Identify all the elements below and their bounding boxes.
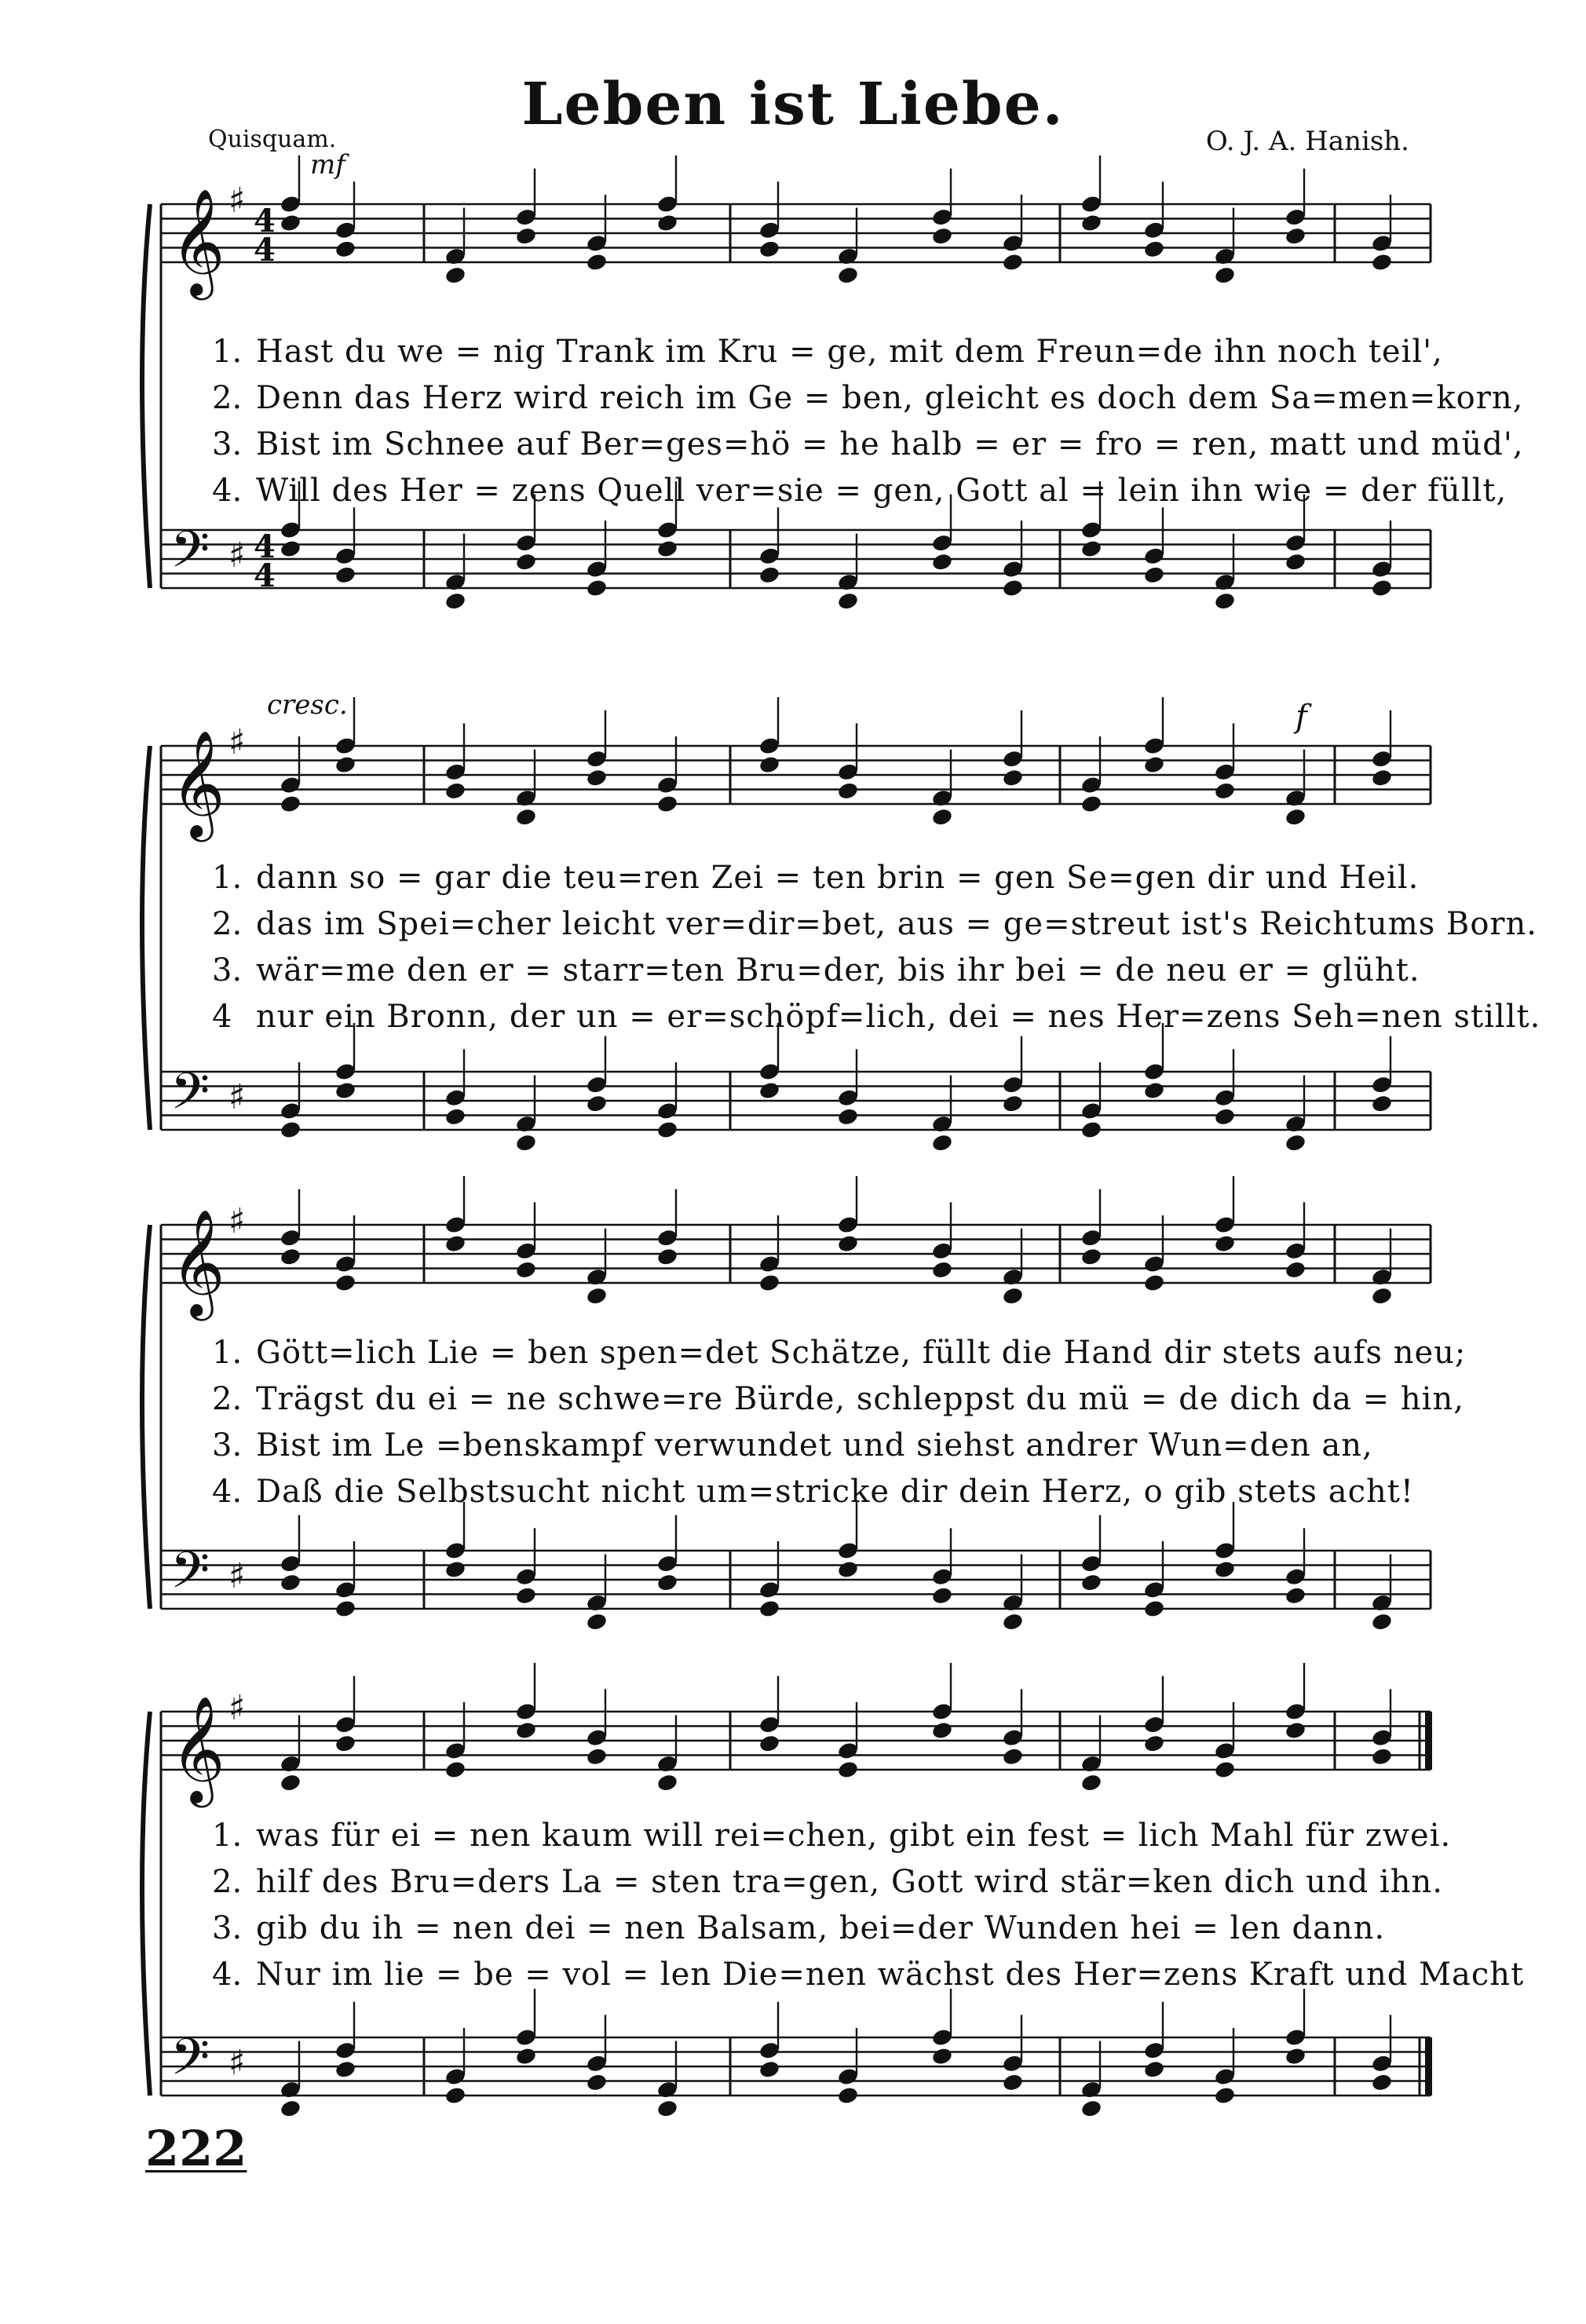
note-head [515,1720,538,1740]
lyric-text: Nur im lie = be = vol = len Die=nen wächst des Her=zens Kraft und Macht [256,1957,1525,1993]
lyric-text: Bist im Le =benskampf verwundet und siehst andrer Wun=den an, [256,1427,1373,1463]
tune-name: Quisquam. [208,126,337,153]
verse-number: 1. [212,860,243,896]
verse-number: 1. [212,1335,243,1371]
time-signature-numerator: 4 [254,203,276,239]
sharp-icon: ♯ [228,2043,246,2083]
treble-clef-icon: 𝄞 [170,729,225,837]
time-signature-numerator: 4 [254,528,276,565]
verse-number: 2. [212,1864,243,1900]
note-head [1285,1720,1307,1740]
note-head [1371,2073,1394,2092]
lyric-text: gib du ih = nen dei = nen Balsam, bei=der Wunden hei = len dann. [256,1910,1386,1946]
note-head [444,2085,467,2105]
note-head [758,1734,781,1753]
lyric-text: Will des Her = zens Quell ver=sie = gen, Gott al = lein ihn wie = der füllt, [256,473,1507,509]
author-credit: O. J. A. Hanish. [1205,126,1409,157]
sharp-icon: ♯ [228,1201,246,1241]
note-head [656,1773,679,1792]
final-barline-thick [1425,1712,1432,1770]
note-head [656,2099,679,2118]
lyric-text: hilf des Bru=ders La = sten tra=gen, Gott wird stär=ken dich und ihn. [256,1864,1443,1900]
note-head [1285,2046,1307,2066]
time-signature-denominator: 4 [254,557,276,594]
lyric-text: Bist im Schnee auf Ber=ges=hö = he halb = er = fro = ren, matt und müd', [256,426,1524,462]
verse-block-4 [212,1818,1525,2003]
note-head [931,2046,954,2066]
lyric-text: wär=me den er = starr=ten Bru=der, bis ihr bei = de neu er = glüht. [256,952,1420,988]
bass-clef-icon: 𝄢 [170,2028,210,2099]
dynamic-mf: mf [310,149,345,181]
lyric-text: Gött=lich Lie = ben spen=det Schätze, füllt die Hand dir stets aufs neu; [256,1335,1467,1371]
final-barline-thick [1425,2037,1432,2096]
verse-number: 3. [212,426,243,462]
lyric-text: Daß die Selbstsucht nicht um=stricke dir dein Herz, o gib stets acht! [256,1474,1414,1510]
lyric-text: was für ei = nen kaum will rei=chen, gibt ein fest = lich Mahl für zwei. [256,1818,1452,1854]
note-head [1214,1759,1237,1779]
lyric-text: Trägst du ei = ne schwe=re Bürde, schleppst du mü = de dich da = hin, [256,1381,1464,1417]
system-brace [142,1712,150,2096]
note-head [1080,2099,1103,2118]
note-head [1371,1747,1394,1767]
dynamic-cresc: cresc. [267,689,348,721]
lyric-text: dann so = gar die teu=ren Zei = ten brin = gen Se=gen dir und Heil. [256,860,1420,896]
verse-line [212,1818,1452,1864]
verse-number: 4. [212,473,243,509]
lyric-text: Hast du we = nig Trank im Kru = ge, mit dem Freun=de ihn noch teil', [256,334,1443,370]
verse-number: 4. [212,1474,243,1510]
verse-number: 4 [212,999,232,1035]
sharp-icon: ♯ [228,535,246,576]
verse-line [212,1864,1443,1910]
verse-number: 2. [212,380,243,416]
note-head [1143,1734,1166,1753]
note-head [758,2059,781,2079]
bass-clef-icon: 𝄢 [170,521,210,592]
verse-number: 3. [212,1910,243,1946]
note-head [444,1759,467,1779]
note-head [586,2073,608,2092]
note-head [334,2059,357,2079]
note-head [1002,2073,1025,2092]
verse-number: 1. [212,334,243,370]
note-head [280,2099,302,2118]
verse-line [212,1910,1437,1957]
bass-clef-icon: 𝄢 [170,1062,210,1134]
bass-clef-icon: 𝄢 [170,1541,210,1613]
verse-number: 2. [212,1381,243,1417]
lyric-text: nur ein Bronn, der un = er=schöpf=lich, dei = nes Her=zens Seh=nen stillt. [256,999,1541,1035]
lyric-text: das im Spei=cher leicht ver=dir=bet, aus = ge=streut ist's Reichtums Born. [256,906,1538,942]
sharp-icon: ♯ [228,181,246,221]
note-head [1080,1773,1103,1792]
sharp-icon: ♯ [228,722,246,762]
note-head [515,2046,538,2066]
treble-clef-icon: 𝄞 [170,187,225,295]
dynamic-forte: f [1295,699,1307,735]
treble-clef-icon: 𝄞 [170,1694,225,1803]
note-head [931,1720,954,1740]
verse-number: 3. [212,1427,243,1463]
note-head [837,1759,860,1779]
note-head [837,2085,860,2105]
page-number: 222 [145,2120,247,2177]
note-head [1143,2059,1166,2079]
verse-number: 2. [212,906,243,942]
treble-clef-icon: 𝄞 [170,1208,225,1316]
sharp-icon: ♯ [228,1688,246,1728]
note-head [334,1734,357,1753]
sharp-icon: ♯ [228,1556,246,1596]
note-head [586,1747,608,1767]
verse-number: 4. [212,1957,243,1993]
note-head [1214,2085,1237,2105]
time-signature-denominator: 4 [254,232,276,269]
hymn-title: Leben ist Liebe. [521,71,1065,138]
verse-number: 1. [212,1818,243,1854]
verse-number: 3. [212,952,243,988]
note-head [1002,1747,1025,1767]
note-head [280,1773,302,1792]
verse-line [212,1957,1525,2003]
sharp-icon: ♯ [228,1077,246,1117]
lyric-text: Denn das Herz wird reich im Ge = ben, gleicht es doch dem Sa=men=korn, [256,380,1524,416]
